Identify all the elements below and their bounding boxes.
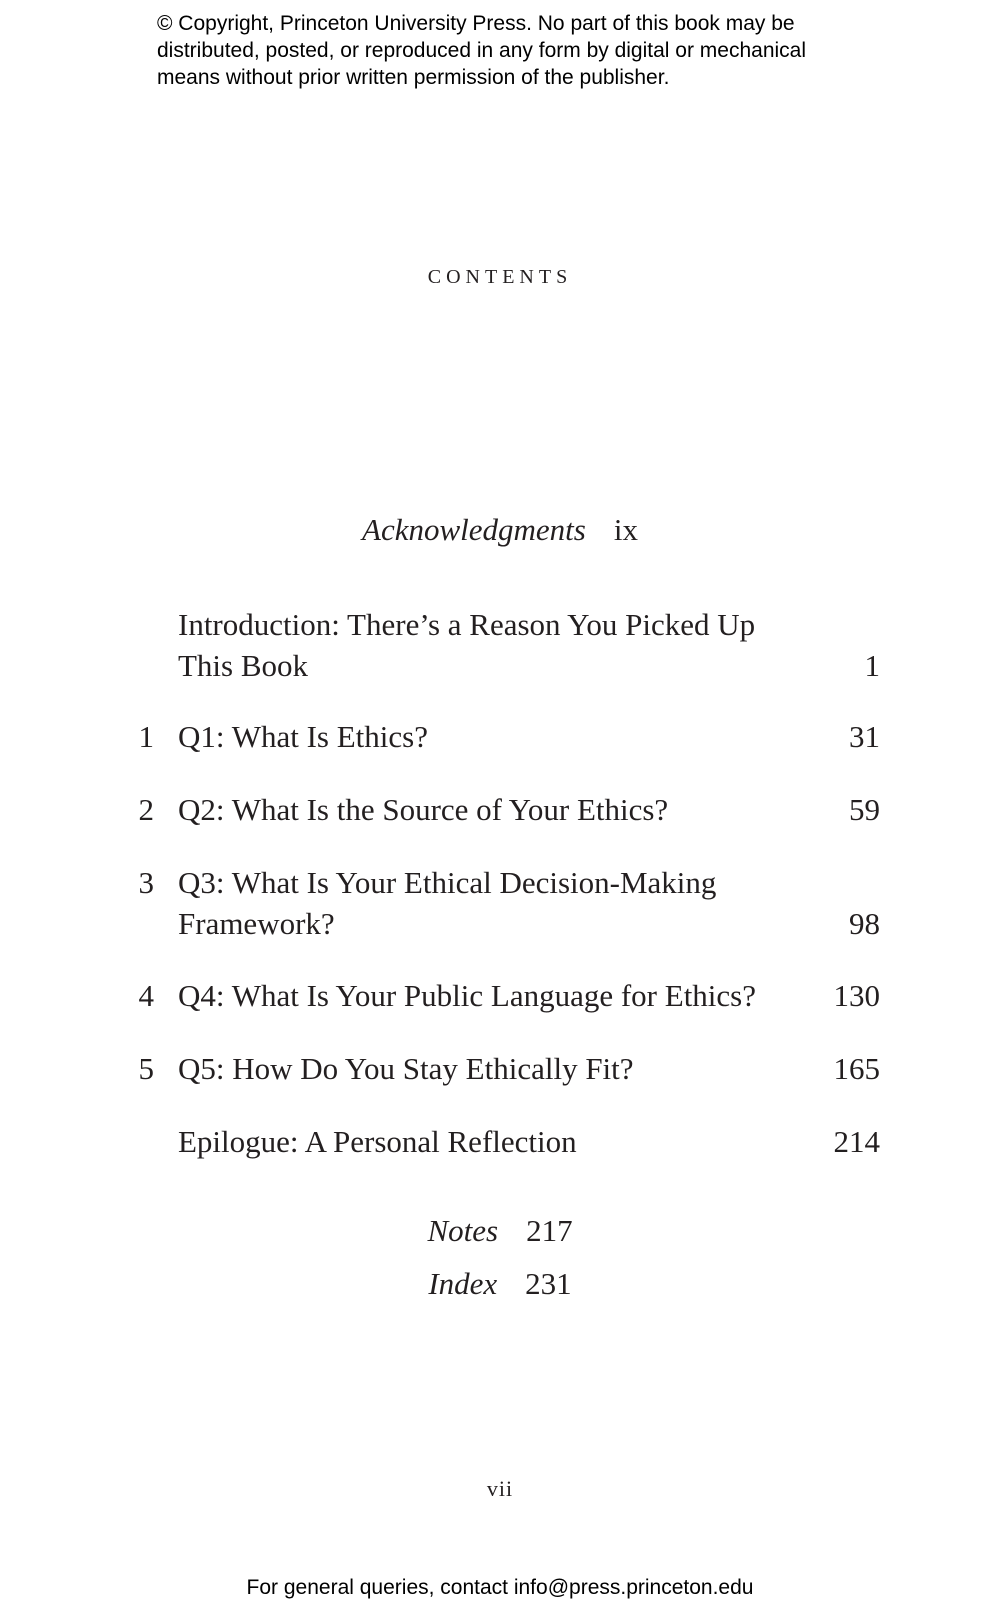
toc-entry-title: Q1: What Is Ethics? bbox=[178, 719, 428, 754]
toc-entry-title-continued: Framework? bbox=[178, 906, 335, 941]
toc-acknowledgments[interactable] bbox=[0, 512, 1000, 548]
footer-contact: For general queries, contact info@press.princeton.edu bbox=[246, 1576, 754, 1599]
toc-notes-page: 217 bbox=[526, 1213, 573, 1248]
toc-entry-page: 59 bbox=[849, 792, 880, 827]
toc-notes-label: Notes bbox=[427, 1213, 499, 1248]
toc-entry-title: Q3: What Is Your Ethical Decision-Making bbox=[178, 865, 717, 900]
toc-entry-title: Epilogue: A Personal Reflection bbox=[178, 1124, 577, 1159]
toc-index-page: 231 bbox=[525, 1266, 572, 1301]
toc-entry-page: 130 bbox=[833, 978, 880, 1013]
toc-entry-title: Q5: How Do You Stay Ethically Fit? bbox=[178, 1051, 634, 1086]
toc-entry-number: 4 bbox=[138, 978, 154, 1013]
copyright-notice-line: © Copyright, Princeton University Press. No part of this book may be bbox=[157, 12, 795, 35]
toc-entry-title: Introduction: There’s a Reason You Picked Up bbox=[178, 607, 756, 642]
toc-entry-number: 5 bbox=[138, 1051, 154, 1086]
toc-entry-page: 165 bbox=[833, 1051, 880, 1086]
toc-entry-title: Q2: What Is the Source of Your Ethics? bbox=[178, 792, 669, 827]
copyright-notice-line: distributed, posted, or reproduced in any form by digital or mechanical bbox=[157, 39, 807, 62]
toc-notes[interactable] bbox=[0, 1213, 1000, 1249]
toc-entry-title: Q4: What Is Your Public Language for Ethics? bbox=[178, 978, 756, 1013]
toc-entry-page: 31 bbox=[849, 719, 880, 754]
toc-entry-number: 3 bbox=[138, 865, 154, 900]
copyright-notice bbox=[157, 10, 877, 91]
toc-index-label: Index bbox=[428, 1266, 498, 1301]
toc-entry-page: 1 bbox=[864, 648, 880, 683]
toc-entry-title-continued: This Book bbox=[178, 648, 309, 683]
toc-entry-number: 1 bbox=[138, 719, 154, 754]
toc-acknowledgments-page: ix bbox=[613, 512, 638, 547]
contents-heading: contents bbox=[427, 259, 573, 290]
toc-entry-page: 98 bbox=[849, 906, 880, 941]
copyright-notice-line: means without prior written permission of the publisher. bbox=[157, 66, 670, 89]
toc-entry-page: 214 bbox=[833, 1124, 880, 1159]
toc-acknowledgments-label: Acknowledgments bbox=[362, 512, 586, 547]
toc-entry-number: 2 bbox=[138, 792, 154, 827]
toc-index[interactable] bbox=[0, 1266, 1000, 1302]
page-folio: vii bbox=[486, 1476, 514, 1501]
